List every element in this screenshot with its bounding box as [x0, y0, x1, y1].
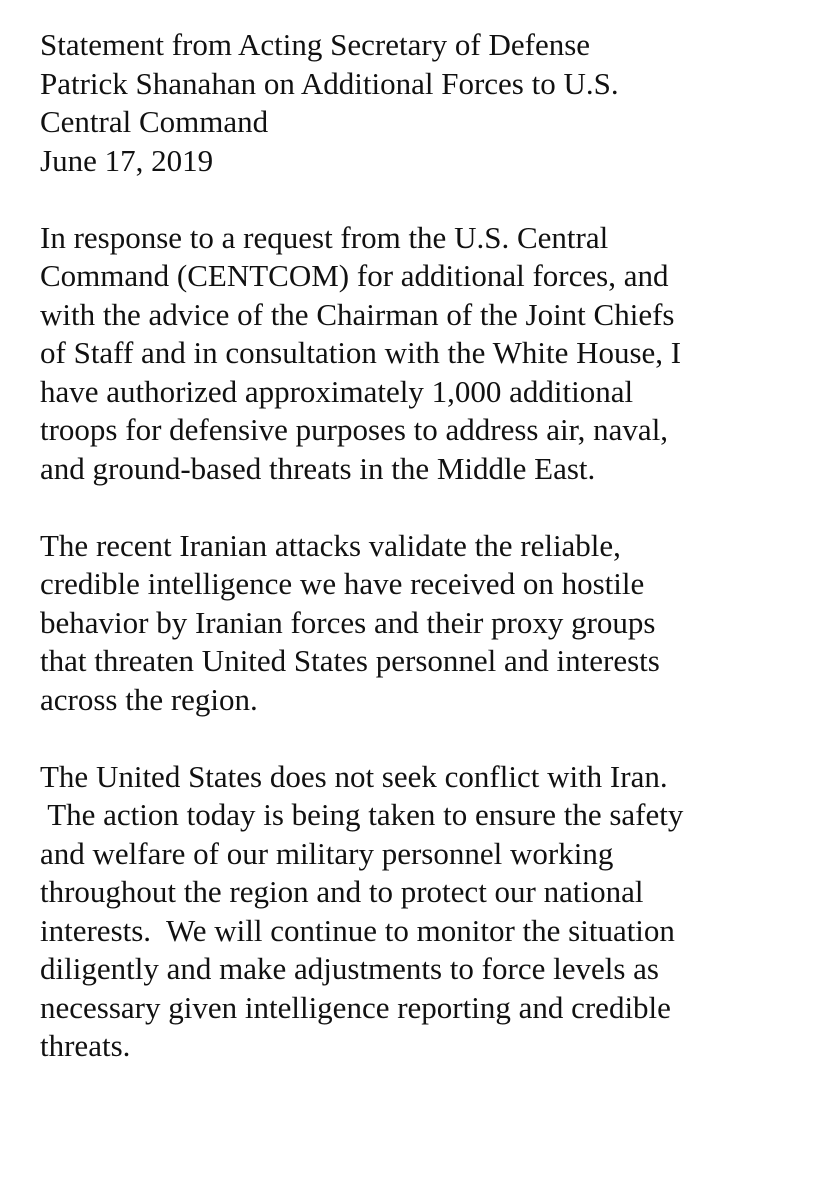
paragraph-line: with the advice of the Chairman of the Joint Chiefs: [40, 296, 675, 332]
paragraph-line: Command (CENTCOM) for additional forces, and: [40, 258, 669, 293]
paragraph-spacer: [40, 719, 800, 758]
paragraph-line: across the region.: [40, 681, 258, 717]
paragraph-line: interests. We will continue to monitor the situation: [40, 912, 675, 948]
paragraph-line: and ground-based threats in the Middle East.: [40, 450, 596, 486]
paragraph-line: have authorized approximately 1,000 additional: [40, 373, 634, 409]
paragraph-line: and welfare of our military personnel working: [40, 835, 614, 871]
paragraph-line: behavior by Iranian forces and their proxy groups: [40, 604, 656, 640]
heading-line: Patrick Shanahan on Additional Forces to U.S.: [40, 65, 619, 101]
paragraph-line: The recent Iranian attacks validate the reliable,: [40, 527, 621, 563]
paragraph-authorization: [40, 219, 800, 489]
paragraph-line: troops for defensive purposes to address air, naval,: [40, 412, 669, 447]
paragraph-spacer: [40, 488, 800, 527]
paragraph-intelligence: [40, 527, 800, 720]
heading-line: Statement from Acting Secretary of Defense: [40, 27, 591, 62]
paragraph-line: of Staff and in consultation with the White House, I: [40, 335, 682, 370]
statement-heading: [40, 26, 800, 180]
paragraph-line: necessary given intelligence reporting and credible: [40, 989, 671, 1025]
heading-line: Central Command: [40, 104, 269, 139]
paragraph-line: The action today is being taken to ensure the safety: [40, 797, 684, 832]
statement-date: June 17, 2019: [40, 142, 214, 178]
statement-document: [40, 26, 800, 1066]
paragraph-line: throughout the region and to protect our national: [40, 874, 644, 909]
paragraph-no-conflict: [40, 758, 800, 1066]
paragraph-line: credible intelligence we have received on hostile: [40, 566, 645, 601]
paragraph-line: In response to a request from the U.S. Central: [40, 219, 609, 255]
paragraph-line: threats.: [40, 1028, 131, 1063]
paragraph-line: diligently and make adjustments to force levels as: [40, 951, 659, 986]
paragraph-spacer: [40, 180, 800, 219]
paragraph-line: that threaten United States personnel and interests: [40, 643, 660, 678]
paragraph-line: The United States does not seek conflict with Iran.: [40, 758, 668, 794]
